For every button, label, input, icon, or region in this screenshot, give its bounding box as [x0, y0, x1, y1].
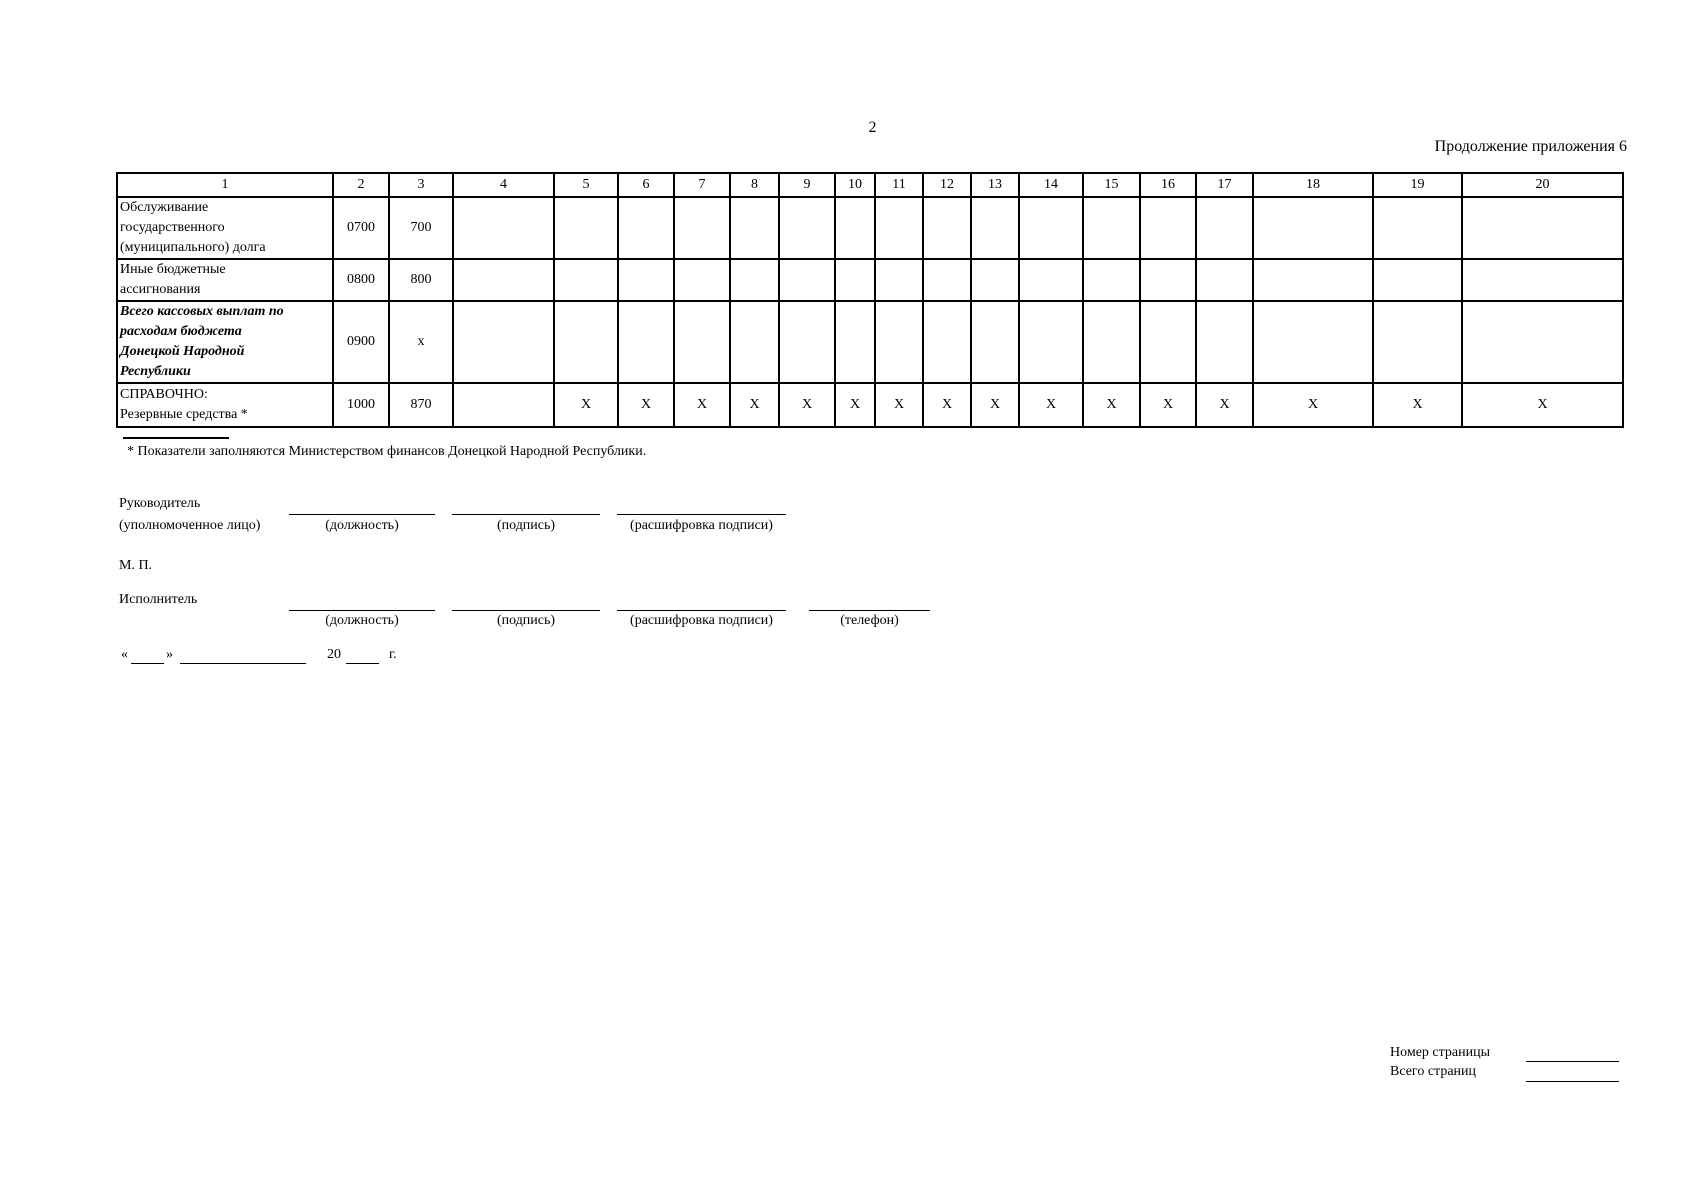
table-cell: X: [923, 383, 971, 427]
table-cell: [730, 259, 779, 301]
table-cell: X: [618, 383, 674, 427]
row-name-line: ассигнования: [120, 282, 201, 297]
column-number: 10: [835, 173, 875, 197]
executor-position-line[interactable]: [289, 610, 435, 611]
table-cell: [779, 259, 835, 301]
section-code: 700: [389, 197, 453, 259]
row-name-line: Донецкой Народной: [120, 344, 245, 359]
table-cell: [779, 301, 835, 383]
table-cell: X: [1253, 383, 1373, 427]
report-table: [116, 172, 1624, 428]
column-number: 19: [1373, 173, 1462, 197]
row-name-line: Обслуживание: [120, 200, 209, 215]
table-cell: [1019, 301, 1083, 383]
table-cell: X: [971, 383, 1019, 427]
table-cell: [1373, 259, 1462, 301]
line-code: 0700: [333, 197, 389, 259]
table-cell: [779, 197, 835, 259]
table-cell: [618, 301, 674, 383]
column-number: 8: [730, 173, 779, 197]
table-cell: [971, 197, 1019, 259]
table-header-row: [117, 173, 1623, 197]
table-cell: X: [1373, 383, 1462, 427]
column-number: 11: [875, 173, 923, 197]
executor-decoding-caption: (расшифровка подписи): [630, 613, 773, 628]
table-cell: [971, 301, 1019, 383]
table-cell: [1140, 197, 1196, 259]
column-number: 17: [1196, 173, 1253, 197]
table-cell: [1373, 197, 1462, 259]
row-name-line: (муниципального) долга: [120, 240, 266, 255]
executor-position-caption: (должность): [325, 613, 399, 628]
row-name-line: государственного: [120, 220, 225, 235]
head-position-caption: (должность): [325, 518, 399, 533]
table-cell: [1253, 197, 1373, 259]
table-cell: X: [1083, 383, 1140, 427]
table-cell: X: [730, 383, 779, 427]
row-name: [117, 301, 333, 383]
date-day-line[interactable]: [131, 663, 164, 664]
table-cell: X: [875, 383, 923, 427]
table-cell: [618, 197, 674, 259]
table-cell: [1253, 259, 1373, 301]
table-cell: [835, 301, 875, 383]
table-cell: [730, 197, 779, 259]
column-number: 3: [389, 173, 453, 197]
table-cell: [1019, 197, 1083, 259]
table-cell: [453, 197, 554, 259]
table-cell: [453, 259, 554, 301]
row-name-line: Резервные средства *: [120, 407, 248, 422]
column-number: 2: [333, 173, 389, 197]
continuation-label: Продолжение приложения 6: [1434, 138, 1627, 155]
executor-signature-line[interactable]: [452, 610, 600, 611]
date-year-line[interactable]: [346, 663, 379, 664]
table-cell: [875, 259, 923, 301]
table-cell: [554, 259, 618, 301]
table-cell: [971, 259, 1019, 301]
column-number: 1: [117, 173, 333, 197]
date-month-line[interactable]: [180, 663, 306, 664]
table-cell: [1196, 259, 1253, 301]
row-name: [117, 259, 333, 301]
head-sublabel: (уполномоченное лицо): [119, 518, 261, 533]
table-row-reference: [117, 383, 1623, 427]
line-code: 1000: [333, 383, 389, 427]
executor-phone-caption: (телефон): [840, 613, 899, 628]
table-cell: [1196, 301, 1253, 383]
line-code: 0900: [333, 301, 389, 383]
column-number: 15: [1083, 173, 1140, 197]
table-cell: [1373, 301, 1462, 383]
row-name-line: СПРАВОЧНО:: [120, 387, 208, 402]
page-number-line[interactable]: [1526, 1061, 1619, 1062]
table-cell: X: [1019, 383, 1083, 427]
executor-phone-line[interactable]: [809, 610, 930, 611]
row-name: [117, 383, 333, 427]
date-year-suffix: г.: [389, 647, 397, 662]
table-cell: X: [779, 383, 835, 427]
row-name-line: Иные бюджетные: [120, 262, 226, 277]
line-code: 0800: [333, 259, 389, 301]
table-cell: [554, 301, 618, 383]
table-cell: [923, 197, 971, 259]
column-number: 12: [923, 173, 971, 197]
column-number: 14: [1019, 173, 1083, 197]
head-decoding-caption: (расшифровка подписи): [630, 518, 773, 533]
table-cell: [1253, 301, 1373, 383]
section-code: x: [389, 301, 453, 383]
table-cell: X: [1462, 383, 1623, 427]
section-code: 800: [389, 259, 453, 301]
table-cell: [923, 301, 971, 383]
table-cell: [618, 259, 674, 301]
head-signature-caption: (подпись): [496, 518, 556, 533]
table-row: [117, 197, 1623, 259]
table-cell: [554, 197, 618, 259]
page-number-label: Номер страницы: [1390, 1045, 1491, 1060]
table-cell: [1196, 197, 1253, 259]
stamp-label: М. П.: [119, 558, 153, 573]
head-signature-line[interactable]: [452, 514, 600, 515]
column-number: 9: [779, 173, 835, 197]
column-number: 7: [674, 173, 730, 197]
table-row: [117, 259, 1623, 301]
table-cell: [1140, 301, 1196, 383]
row-name: [117, 197, 333, 259]
table-cell: [1462, 301, 1623, 383]
date-quote-open: «: [121, 647, 128, 662]
table-cell: [453, 383, 554, 427]
total-pages-line[interactable]: [1526, 1081, 1619, 1082]
section-code: 870: [389, 383, 453, 427]
table-cell: [453, 301, 554, 383]
column-number: 4: [453, 173, 554, 197]
head-decoding-line[interactable]: [617, 514, 786, 515]
executor-signature-caption: (подпись): [496, 613, 556, 628]
column-number: 18: [1253, 173, 1373, 197]
executor-decoding-line[interactable]: [617, 610, 786, 611]
column-number: 16: [1140, 173, 1196, 197]
footnote-rule: [123, 437, 229, 439]
table-cell: [1140, 259, 1196, 301]
table-cell: X: [554, 383, 618, 427]
date-year-prefix: 20: [327, 647, 341, 662]
row-name-line: Республики: [120, 364, 191, 379]
table-cell: [674, 197, 730, 259]
table-row-total: [117, 301, 1623, 383]
table-cell: X: [674, 383, 730, 427]
table-cell: [1019, 259, 1083, 301]
row-name-line: Всего кассовых выплат по: [120, 304, 284, 319]
column-number: 13: [971, 173, 1019, 197]
table-cell: [875, 197, 923, 259]
table-cell: [1083, 197, 1140, 259]
row-name-line: расходам бюджета: [120, 324, 242, 339]
table-cell: [875, 301, 923, 383]
column-number: 6: [618, 173, 674, 197]
table-cell: [835, 259, 875, 301]
table-cell: [1462, 259, 1623, 301]
head-position-line[interactable]: [289, 514, 435, 515]
column-number: 20: [1462, 173, 1623, 197]
total-pages-label: Всего страниц: [1390, 1064, 1477, 1079]
executor-label: Исполнитель: [119, 592, 198, 607]
date-quote-close: »: [166, 647, 173, 662]
column-number: 5: [554, 173, 618, 197]
table-cell: [923, 259, 971, 301]
table-cell: [730, 301, 779, 383]
table-cell: [674, 259, 730, 301]
table-cell: X: [835, 383, 875, 427]
table-cell: [835, 197, 875, 259]
table-cell: [674, 301, 730, 383]
table-cell: [1083, 259, 1140, 301]
table-cell: [1083, 301, 1140, 383]
head-label: Руководитель: [119, 496, 201, 511]
page-number: 2: [868, 119, 877, 136]
table-cell: X: [1140, 383, 1196, 427]
table-cell: [1462, 197, 1623, 259]
table-cell: X: [1196, 383, 1253, 427]
footnote: * Показатели заполняются Министерством финансов Донецкой Народной Республики.: [127, 444, 647, 459]
